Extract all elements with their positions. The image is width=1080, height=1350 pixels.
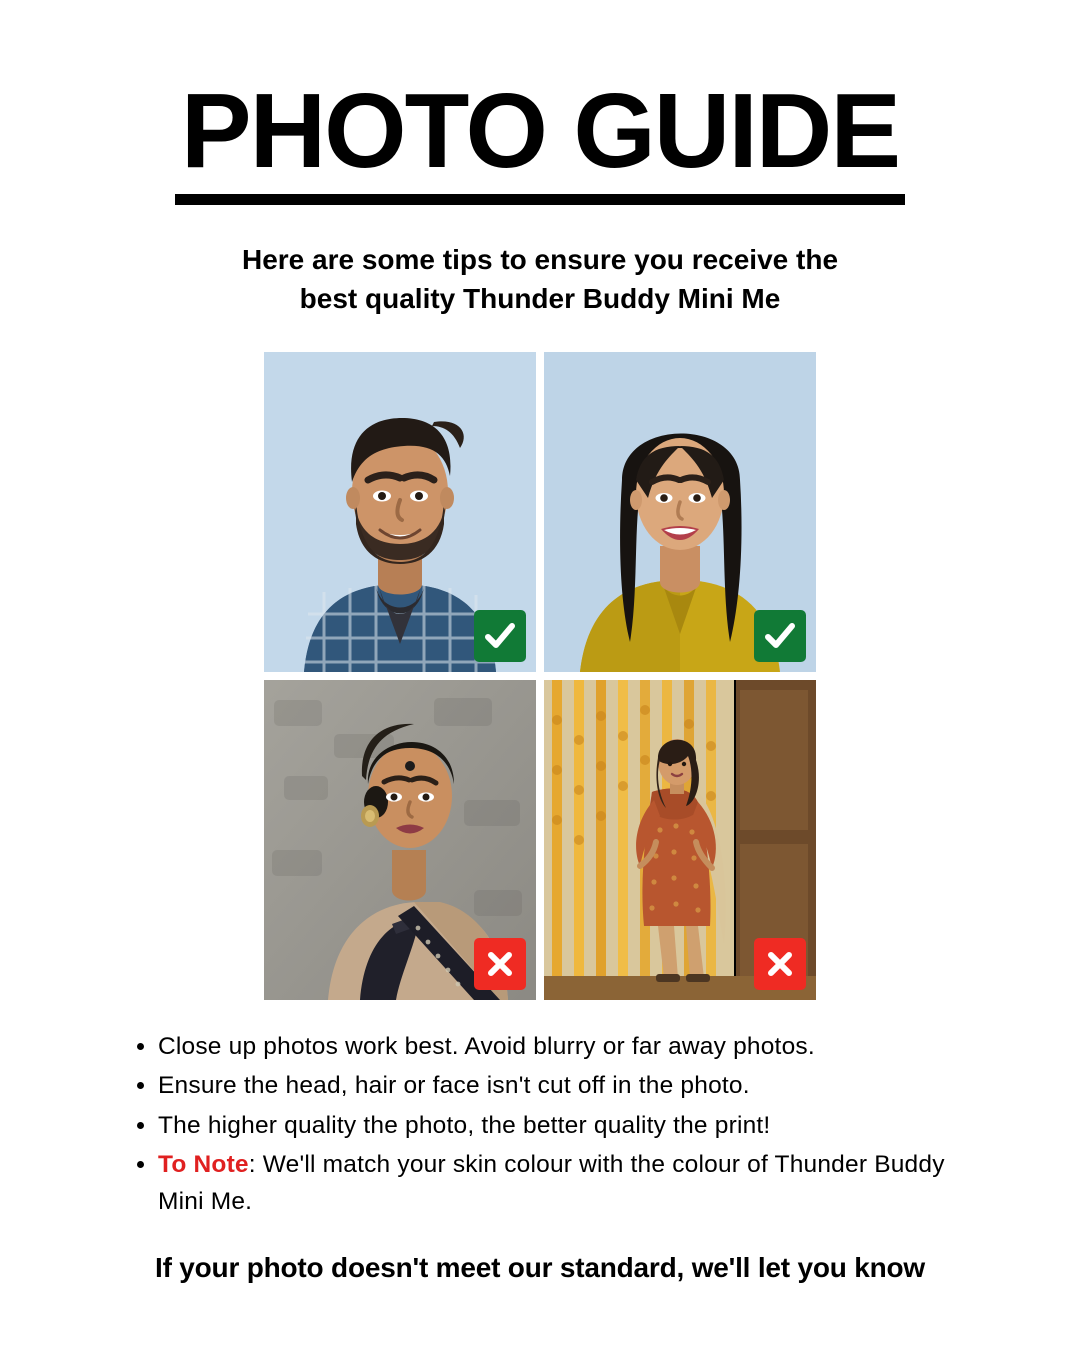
example-photo-grid [264,352,816,1000]
list-item [158,1146,960,1220]
tips-list [120,1028,960,1220]
example-photo-good-man [264,352,536,672]
list-item [158,1107,960,1144]
cross-icon [764,948,796,980]
page-subtitle [242,241,838,318]
example-photo-rejected-far [544,680,816,1000]
cross-icon [484,948,516,980]
check-icon [763,619,797,653]
approved-badge [474,610,526,662]
footer-note: If your photo doesn't meet our standard, we'll let you know [154,1252,926,1284]
page-title: PHOTO GUIDE [175,78,905,205]
tip-text: Ensure the head, hair or face isn't cut off in the photo. [158,1072,750,1100]
approved-badge [754,610,806,662]
list-item [158,1028,960,1065]
subtitle-line-2: best quality Thunder Buddy Mini Me [299,282,781,314]
list-item [158,1067,960,1104]
rejected-badge [754,938,806,990]
example-photo-rejected-cropped [264,680,536,1000]
rejected-badge [474,938,526,990]
tip-text: The higher quality the photo, the better quality the print! [158,1111,771,1139]
check-icon [483,619,517,653]
title-container [0,72,1080,205]
tip-note-label: To Note [158,1150,249,1178]
tips-list-container [120,1028,960,1222]
tip-text: : We'll match your skin colour with the colour of Thunder Buddy Mini Me. [158,1150,945,1216]
example-photo-good-woman [544,352,816,672]
tip-text: Close up photos work best. Avoid blurry or far away photos. [158,1033,815,1061]
subtitle-line-1: Here are some tips to ensure you receive the [241,244,839,275]
